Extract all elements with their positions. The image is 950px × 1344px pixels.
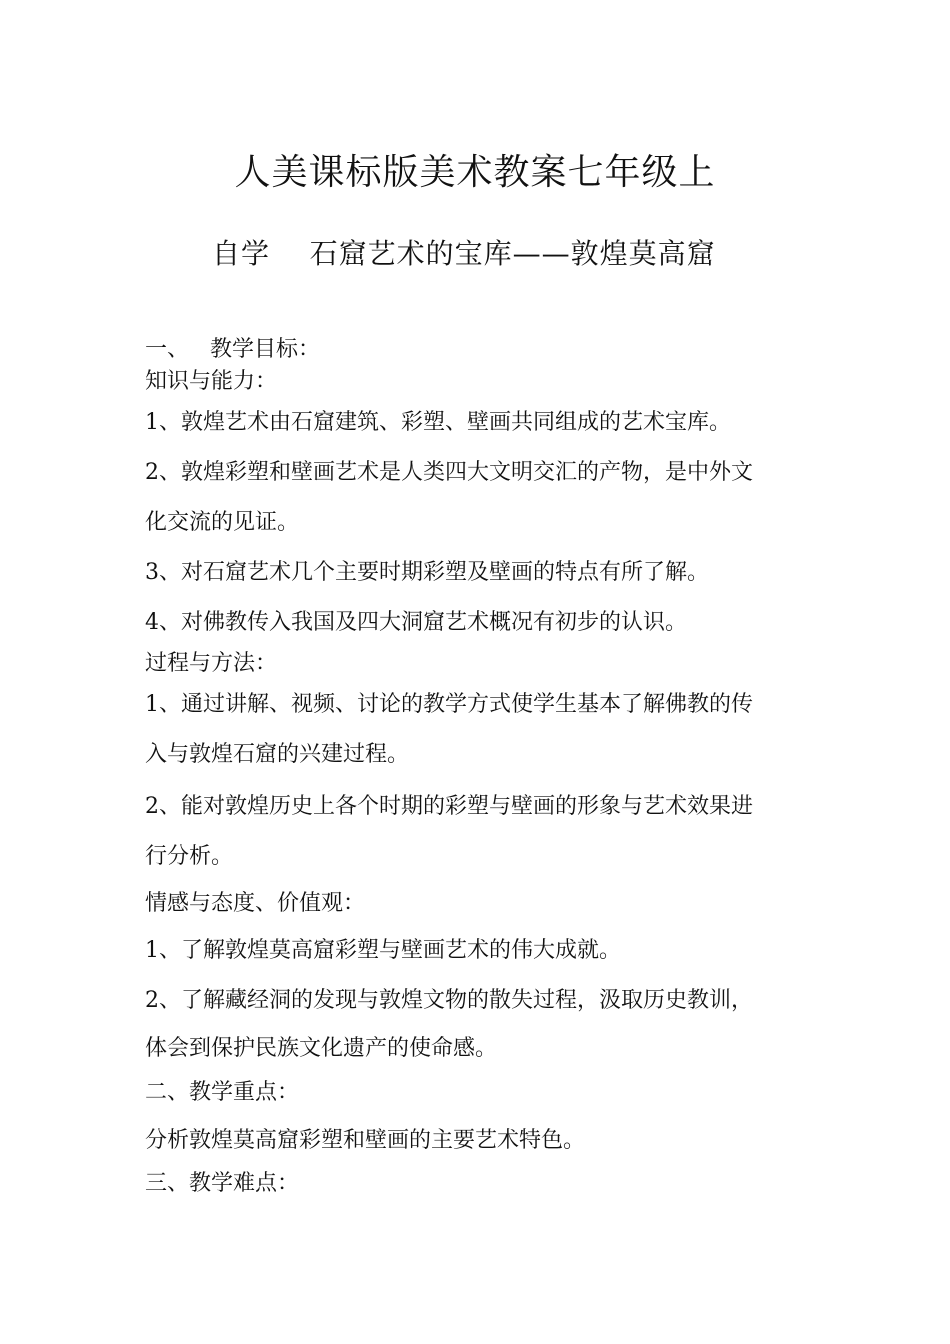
section-heading-objectives: 一、 教学目标： (145, 337, 320, 362)
paragraph-line: 2、敦煌彩塑和壁画艺术是人类四大文明交汇的产物，是中外文 (145, 460, 753, 485)
paragraph-line: 3、对石窟艺术几个主要时期彩塑及壁画的特点有所了解。 (145, 560, 709, 585)
paragraph-line: 行分析。 (145, 844, 234, 869)
subheading-knowledge: 知识与能力： (145, 369, 278, 394)
paragraph-line: 4、对佛教传入我国及四大洞窟艺术概况有初步的认识。 (145, 610, 687, 635)
paragraph-line: 1、通过讲解、视频、讨论的教学方式使学生基本了解佛教的传 (145, 692, 753, 717)
paragraph-line: 体会到保护民族文化遗产的使命感。 (145, 1036, 498, 1061)
paragraph-line: 2、了解藏经洞的发现与敦煌文物的散失过程，汲取历史教训， (145, 988, 753, 1013)
paragraph-line: 1、了解敦煌莫高窟彩塑与壁画艺术的伟大成就。 (145, 938, 621, 963)
document-title: 人美课标版美术教案七年级上 (234, 152, 716, 193)
paragraph-line: 入与敦煌石窟的兴建过程。 (145, 742, 410, 767)
paragraph-line: 化交流的见证。 (145, 510, 300, 535)
paragraph-line: 分析敦煌莫高窟彩塑和壁画的主要艺术特色。 (145, 1128, 586, 1153)
paragraph-line: 1、敦煌艺术由石窟建筑、彩塑、壁画共同组成的艺术宝库。 (145, 410, 731, 435)
document-subtitle: 自学 石窟艺术的宝库——敦煌莫高窟 (212, 237, 716, 270)
subheading-process: 过程与方法： (145, 651, 278, 676)
subheading-values: 情感与态度、价值观： (145, 891, 366, 916)
section-heading-key-points: 二、教学重点： (145, 1080, 300, 1105)
paragraph-line: 2、能对敦煌历史上各个时期的彩塑与壁画的形象与艺术效果进 (145, 794, 753, 819)
section-heading-difficulties: 三、教学难点： (145, 1171, 300, 1196)
